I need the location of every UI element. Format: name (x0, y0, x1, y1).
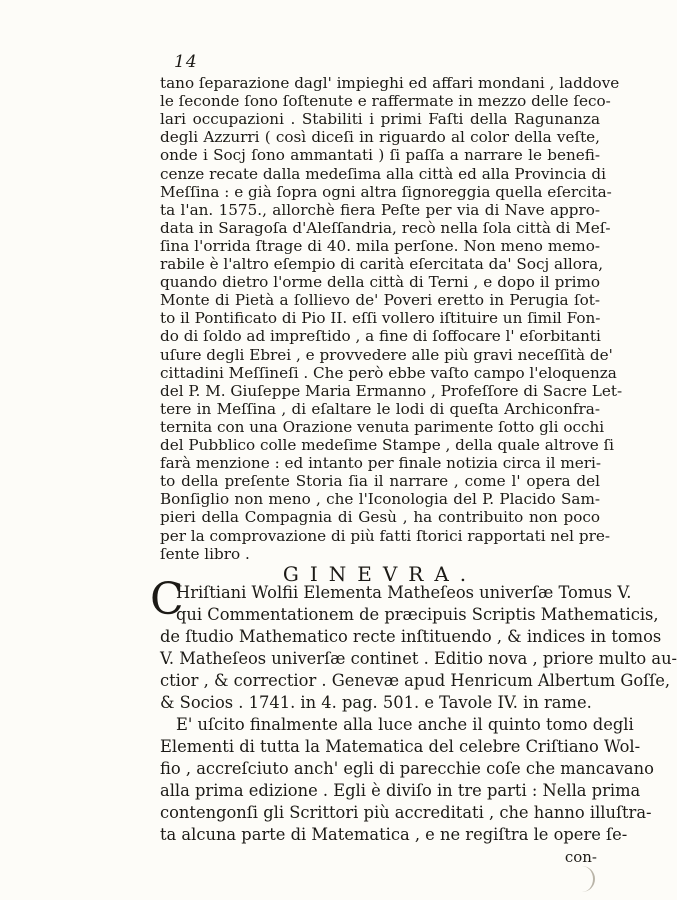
text-line: uſure degli Ebrei , e provvedere alle più gravi neceſſità de' (160, 345, 613, 364)
text-line: per la comprovazione di più fatti ſtorici rapportati nel pre- (160, 526, 610, 545)
text-line: data in Saragoſa d'Aleſſandria, recò nella ſola città di Meſ- (160, 218, 611, 237)
catchword: con- (564, 848, 597, 866)
text-line: quando dietro l'orme della città di Terni , e dopo il primo (160, 273, 600, 292)
entry-title-line: V. Matheſeos univerſæ continet . Editio nova , priore multo au- (160, 649, 677, 668)
text-line: to della preſente Storia ſia il narrare , come l' opera del (160, 472, 600, 491)
text-line: pieri della Compagnia di Gesù , ha contribuito non poco (160, 508, 600, 527)
text-line: ta l'an. 1575., allorchè fiera Peſte per via di Nave appro- (160, 200, 600, 219)
text-line: ſina l'orrida ſtrage di 40. mila perſone. Non meno memo- (160, 236, 600, 255)
text-line: degli Azzurri ( così diceſi in riguardo al color della veſte, (160, 128, 600, 147)
entry-title-line: & Socios . 1741. in 4. pag. 501. e Tavole IV. in rame. (160, 693, 592, 712)
text-line: cenze recate dalla medeſima alla città ed alla Provincia di (160, 164, 607, 183)
text-line: do di ſoldo ad impreſtido , a fine di ſoffocare l' eſorbitanti (160, 327, 601, 346)
text-line: ternita con una Orazione venuta parimente ſotto gli occhi (160, 417, 605, 436)
entry-title-line: ctior , & correctior . Genevæ apud Henricum Albertum Goſſe, (160, 671, 671, 690)
text-line: cittadini Meſſineſi . Che però ebbe vaſto campo l'eloquenza (160, 363, 617, 382)
text-line: rabile è l'altro eſempio di carità eſercitata da' Socj allora, (160, 255, 604, 273)
text-line: Monte di Pietà a ſollievo de' Poveri eretto in Perugia ſot- (160, 291, 600, 310)
entry-body-line: E' uſcito finalmente alla luce anche il quinto tomo degli (176, 715, 634, 734)
section-heading: GINEVRA. (282, 562, 478, 586)
text-line: del P. M. Giuſeppe Maria Ermanno , Profeſſore di Sacre Let- (160, 381, 623, 400)
entry-body-line: ta alcuna parte di Matematica , e ne regiſtra le opere ſe- (160, 825, 628, 844)
text-line: lari occupazioni . Stabiliti i primi Faſti della Ragunanza (160, 110, 600, 129)
text-line: Bonſiglio non meno , che l'Iconologia del P. Placido Sam- (160, 490, 600, 509)
entry-title-line: qui Commentationem de præcipuis Scriptis Mathematicis, (176, 605, 659, 624)
page-number: 14 (174, 52, 198, 72)
text-line: onde i Socj ſono ammantati ) ſi paſſa a narrare le benefi- (160, 146, 600, 165)
entry-body-line: alla prima edizione . Egli è diviſo in tre parti : Nella prima (160, 781, 641, 800)
drop-capital: C (150, 574, 184, 625)
entry-body-line: contengonſi gli Scrittori più accreditati , che hanno illuſtra- (160, 803, 652, 822)
text-line: to il Pontificato di Pio II. eſſi vollero iſtituire un ſimil Fon- (160, 309, 601, 328)
text-line: farà menzione : ed intanto per finale notizia circa il meri- (160, 454, 601, 473)
text-line: Meſſina : e già ſopra ogni altra ſignoreggia quella eſercita- (160, 182, 612, 201)
entry-body-line: Elementi di tutta la Matematica del celebre Criſtiano Wol- (160, 737, 641, 756)
entry-title-line: de ſtudio Mathematico recte inſtituendo , & indices in tomos (160, 627, 662, 646)
text-line: tano ſeparazione dagl' impieghi ed affari mondani , laddove (160, 74, 620, 92)
text-line: ſente libro . (160, 544, 250, 563)
text-line: tere in Meſſina , di eſaltare le lodi di queſta Archiconfra- (160, 399, 600, 418)
page-edge-mark (579, 866, 595, 892)
entry-body-line: fio , accreſciuto anch' egli di parecchie coſe che mancavano (160, 759, 654, 778)
entry-title-line: Hriſtiani Wolfii Elementa Matheſeos univerſæ Tomus V. (176, 583, 632, 602)
text-line: del Pubblico colle medeſime Stampe , della quale altrove ſi (160, 436, 614, 454)
text-line: le ſeconde ſono ſoſtenute e raffermate in mezzo delle ſeco- (160, 92, 611, 111)
